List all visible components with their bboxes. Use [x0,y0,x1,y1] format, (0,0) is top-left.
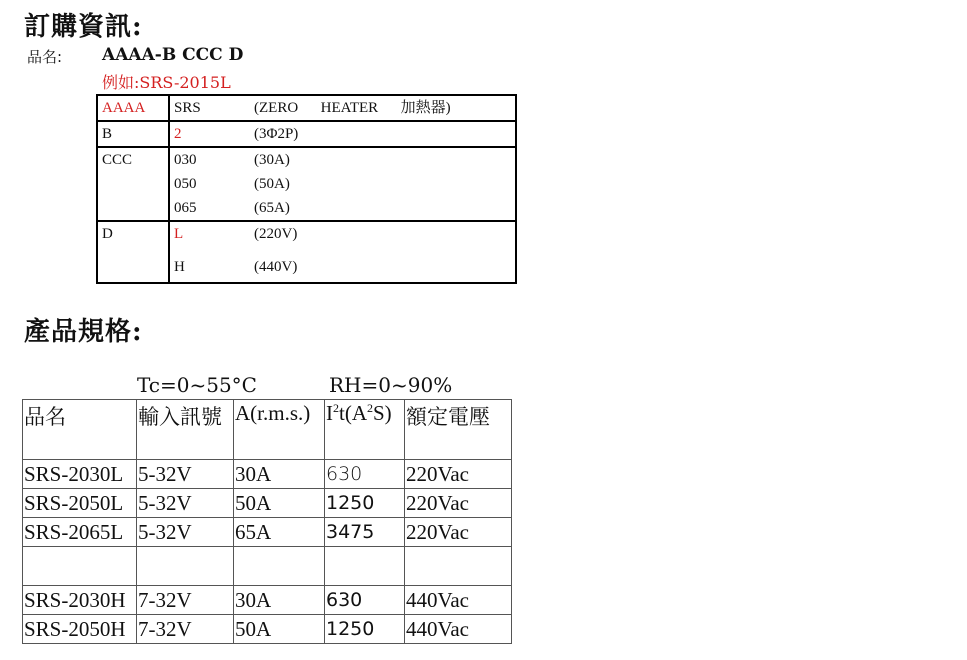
order-key: CCC [97,147,169,172]
i2t-s: S) [373,401,392,425]
order-code: H [169,252,254,283]
product-spec-title: 產品規格: [24,317,143,347]
order-desc: (65A) [254,196,516,221]
header-input-signal: 輸入訊號 [137,400,234,460]
table-row [23,586,512,615]
order-key: D [97,221,169,252]
order-row [97,121,516,147]
cell-i2t [325,547,405,586]
cell-voltage: 440Vac [405,615,512,644]
cell-voltage: 220Vac [405,460,512,489]
cell-product: SRS-2050L [23,489,137,518]
header-rated-voltage: 額定電壓 [405,400,512,460]
cell-voltage: 440Vac [405,586,512,615]
cell-current [234,547,325,586]
cell-current: 30A [234,586,325,615]
cell-i2t: 3475 [325,518,405,547]
order-desc: (30A) [254,147,516,172]
order-code: 050 [169,172,254,196]
header-current: A(r.m.s.) [234,400,325,460]
example-code: 例如:SRS-2015L [102,73,231,92]
i2t-sup1: 2 [333,401,339,415]
i2t-t: t(A [339,401,367,425]
order-key [97,172,169,196]
cell-product [23,547,137,586]
cell-input: 5-32V [137,489,234,518]
order-row [97,252,516,283]
humidity-condition: RH=0~90% [329,373,453,397]
cell-i2t: 630 [325,586,405,615]
cell-input: 7-32V [137,586,234,615]
order-desc: (50A) [254,172,516,196]
temperature-condition: Tc=0~55°C [137,373,257,397]
order-desc: (440V) [254,252,516,283]
order-code: L [169,221,254,252]
cell-i2t: 1250 [325,615,405,644]
cell-input: 5-32V [137,460,234,489]
spec-header-row [23,400,512,460]
cell-current: 50A [234,489,325,518]
order-desc: (ZERO HEATER 加熱器) [254,95,516,121]
spec-table [22,399,512,644]
i2t-i: I [326,401,333,425]
cell-voltage: 220Vac [405,518,512,547]
cell-input: 5-32V [137,518,234,547]
order-row [97,147,516,172]
cell-current: 50A [234,615,325,644]
product-name-label: 品名: [27,48,63,66]
table-row [23,460,512,489]
table-row [23,518,512,547]
cell-current: 30A [234,460,325,489]
cell-i2t: 1250 [325,489,405,518]
cell-voltage [405,547,512,586]
order-key [97,196,169,221]
table-row [23,615,512,644]
table-row [23,489,512,518]
order-code: 065 [169,196,254,221]
order-row [97,95,516,121]
order-desc: (220V) [254,221,516,252]
cell-input: 7-32V [137,615,234,644]
order-row [97,172,516,196]
order-key: AAAA [97,95,169,121]
cell-i2t: 630 [325,460,405,489]
cell-voltage: 220Vac [405,489,512,518]
order-key [97,252,169,283]
order-row [97,196,516,221]
i2t-sup2: 2 [367,401,373,415]
order-desc: (3Φ2P) [254,121,516,147]
header-i2t [325,400,405,460]
order-key: B [97,121,169,147]
cell-product: SRS-2065L [23,518,137,547]
cell-current: 65A [234,518,325,547]
cell-product: SRS-2050H [23,615,137,644]
table-row [23,547,512,586]
order-code: SRS [169,95,254,121]
header-product-name: 品名 [23,400,137,460]
cell-input [137,547,234,586]
order-code: 2 [169,121,254,147]
order-code: 030 [169,147,254,172]
order-info-title: 訂購資訊: [24,12,143,42]
code-format: AAAA-B CCC D [102,45,244,65]
cell-product: SRS-2030L [23,460,137,489]
order-code-table [96,94,517,284]
order-row [97,221,516,252]
cell-product: SRS-2030H [23,586,137,615]
